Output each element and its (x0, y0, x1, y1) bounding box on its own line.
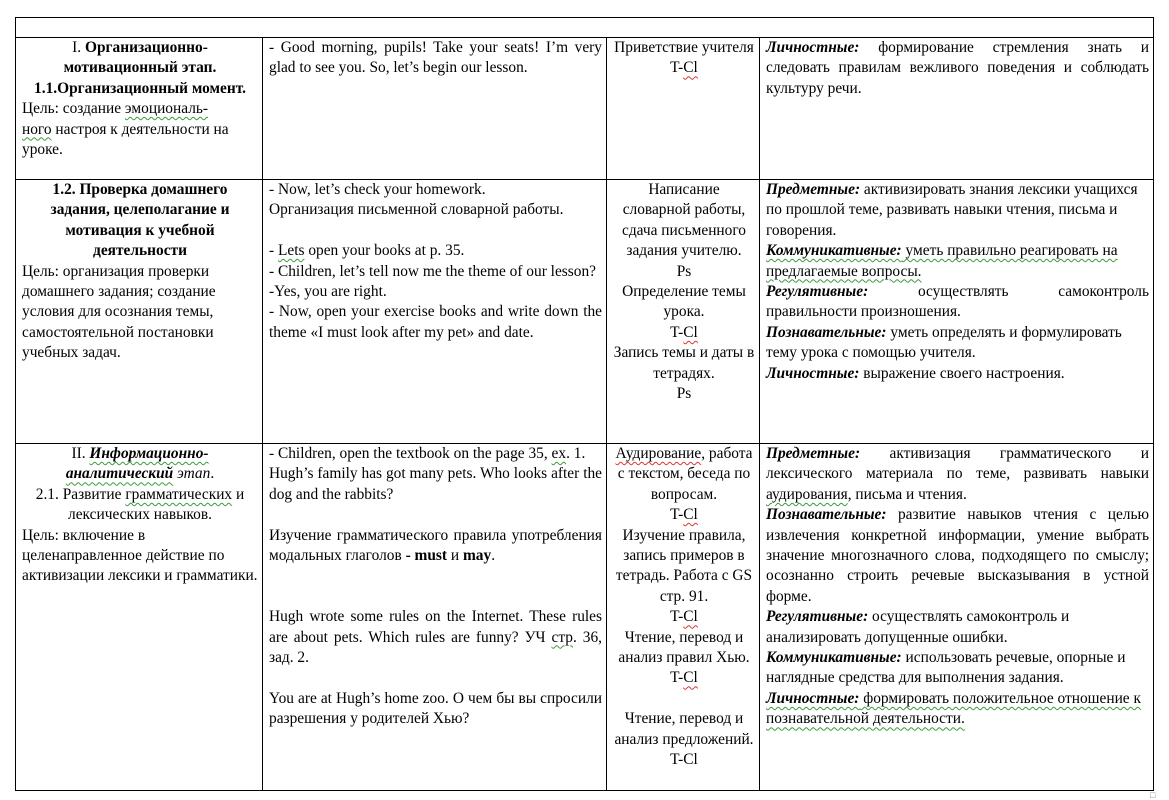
activity-text: Приветствие учителя (614, 39, 754, 56)
activity-text: Чтение, перевод и анализ предложений. T-Cl (614, 710, 754, 769)
teacher-line: Изучение грамматического правила употребления модальных глаголов - must и may. (269, 526, 602, 565)
activity-cell (607, 38, 760, 180)
activity-mode: T-Cl (670, 506, 698, 524)
table-row (16, 180, 1154, 444)
table-header-row (16, 18, 1154, 38)
activity-text: Запись темы и даты в тетрадях. (613, 344, 755, 382)
activity-text: Определение темы урока. (622, 283, 746, 321)
outcomes-cell (760, 180, 1154, 444)
table-row (16, 38, 1154, 180)
teacher-line: Организация письменной словарной работы. (269, 201, 564, 219)
activity-mode: T-Cl (670, 669, 698, 687)
outcome-regulative: Регулятивные: осуществлять самоконтроль и анализировать допущенные ошибки. (766, 608, 1070, 646)
activity-mode: T-Cl (670, 323, 698, 341)
teacher-line: - Children, let’s tell now me the theme of our lesson? (269, 262, 596, 280)
outcome-cognitive: Познавательные: развитие навыков чтения с целью извлечения конкретной информации, умение выбрать значение многозначного слова, подходящего по смыслу; осознанно строить речевые высказывания в устной форме. (766, 506, 1149, 605)
activity-text: Аудирование, работа с текстом, беседа по вопросам. (615, 445, 753, 503)
outcome-communicative: Коммуникативные: уметь правильно реагировать на предлагаемые вопросы. (766, 242, 1118, 280)
stage-cell (16, 38, 263, 180)
outcome-cognitive: Познавательные: уметь определять и формулировать тему урока с помощью учителя. (766, 323, 1122, 362)
activity-cell (607, 180, 760, 444)
teacher-cell (263, 180, 607, 444)
teacher-line: -Yes, you are right. (269, 283, 387, 301)
teacher-line: - Lets open your books at p. 35. (269, 242, 465, 260)
stage-goal: Цель: организация проверки домашнего задания; создание условия для осознания темы, самостоятельной постановки учебных задач. (22, 262, 216, 362)
teacher-line: Hugh’s family has got many pets. Who looks after the dog and the rabbits? (269, 465, 602, 503)
stage-cell (16, 444, 263, 791)
page-corner-mark: □ (1150, 790, 1156, 800)
stage-goal: Цель: включение в целенаправленное действие по активизации лексики и грамматики. (22, 526, 258, 585)
teacher-line: - Now, let’s check your homework. (269, 181, 486, 198)
activity-text: Изучение правила, запись примеров в тетрадь. Работа с GS стр. 91. (615, 526, 753, 605)
activity-mode: T-Cl (670, 608, 698, 626)
activity-text: Написание словарной работы, сдача письменного задания учителю. (622, 181, 746, 260)
outcome-subject: Предметные: активизировать знания лексики учащихся по прошлой теме, развивать навыки чтения, письма и говорения. (766, 181, 1138, 239)
outcomes-cell (760, 444, 1154, 791)
outcome-regulative: Регулятивные: осуществлять самоконтроль правильности произношения. (766, 283, 1149, 321)
stage-title: II. Информационно-аналитический этап. (65, 445, 215, 483)
stage-title: I. Организационно-мотивационный этап. (63, 39, 217, 77)
stage-subtitle: 2.1. Развитие грамматических и лексических навыков. (35, 485, 245, 524)
outcomes-cell (760, 38, 1154, 180)
teacher-line: You are at Hugh’s home zoo. О чем бы вы спросили разрешения у родителей Хью? (269, 689, 602, 728)
outcome-personal: Личностные: выражение своего настроения. (766, 364, 1065, 382)
stage-subtitle: 1.1.Организационный момент. (34, 79, 246, 97)
stage-cell (16, 180, 263, 444)
activity-cell (607, 444, 760, 791)
outcome-communicative: Коммуникативные: использовать речевые, опорные и наглядные средства для выполнения задания. (766, 649, 1126, 687)
header-empty-cell (16, 18, 1154, 38)
outcome-personal: Личностные: формирование стремления знать и следовать правилам вежливого поведения и соблюдать культуру речи. (766, 39, 1149, 97)
activity-mode: Ps (676, 262, 692, 280)
activity-mode: Ps (676, 385, 692, 403)
stage-title: 1.2. Проверка домашнего задания, целеполагание и мотивация к учебной деятельности (50, 181, 230, 260)
teacher-text: - Good morning, pupils! Take your seats! I’m very glad to see you. So, let’s begin our lesson. (269, 39, 602, 77)
teacher-cell (263, 38, 607, 180)
teacher-line: Hugh wrote some rules on the Internet. These rules are about pets. Which rules are funny? УЧ стр. 36, зад. 2. (269, 608, 602, 667)
lesson-plan-table (15, 17, 1154, 791)
table-row (16, 444, 1154, 791)
outcome-subject: Предметные: активизация грамматического и лексического материала по теме, развивать навыки аудирования, письма и чтения. (766, 445, 1149, 503)
teacher-line: - Children, open the textbook on the page 35, ex. 1. (269, 445, 586, 462)
activity-mode: T-Cl (670, 59, 698, 77)
teacher-line: - Now, open your exercise books and write down the theme «I must look after my pet» and date. (269, 303, 602, 341)
teacher-cell (263, 444, 607, 791)
outcome-personal: Личностные: формировать положительное отношение к познавательной деятельности. (766, 689, 1141, 728)
stage-goal: Цель: создание эмоциональ- ного настроя к деятельности на уроке. (22, 100, 229, 159)
activity-text: Чтение, перевод и анализ правил Хью. (618, 628, 750, 667)
